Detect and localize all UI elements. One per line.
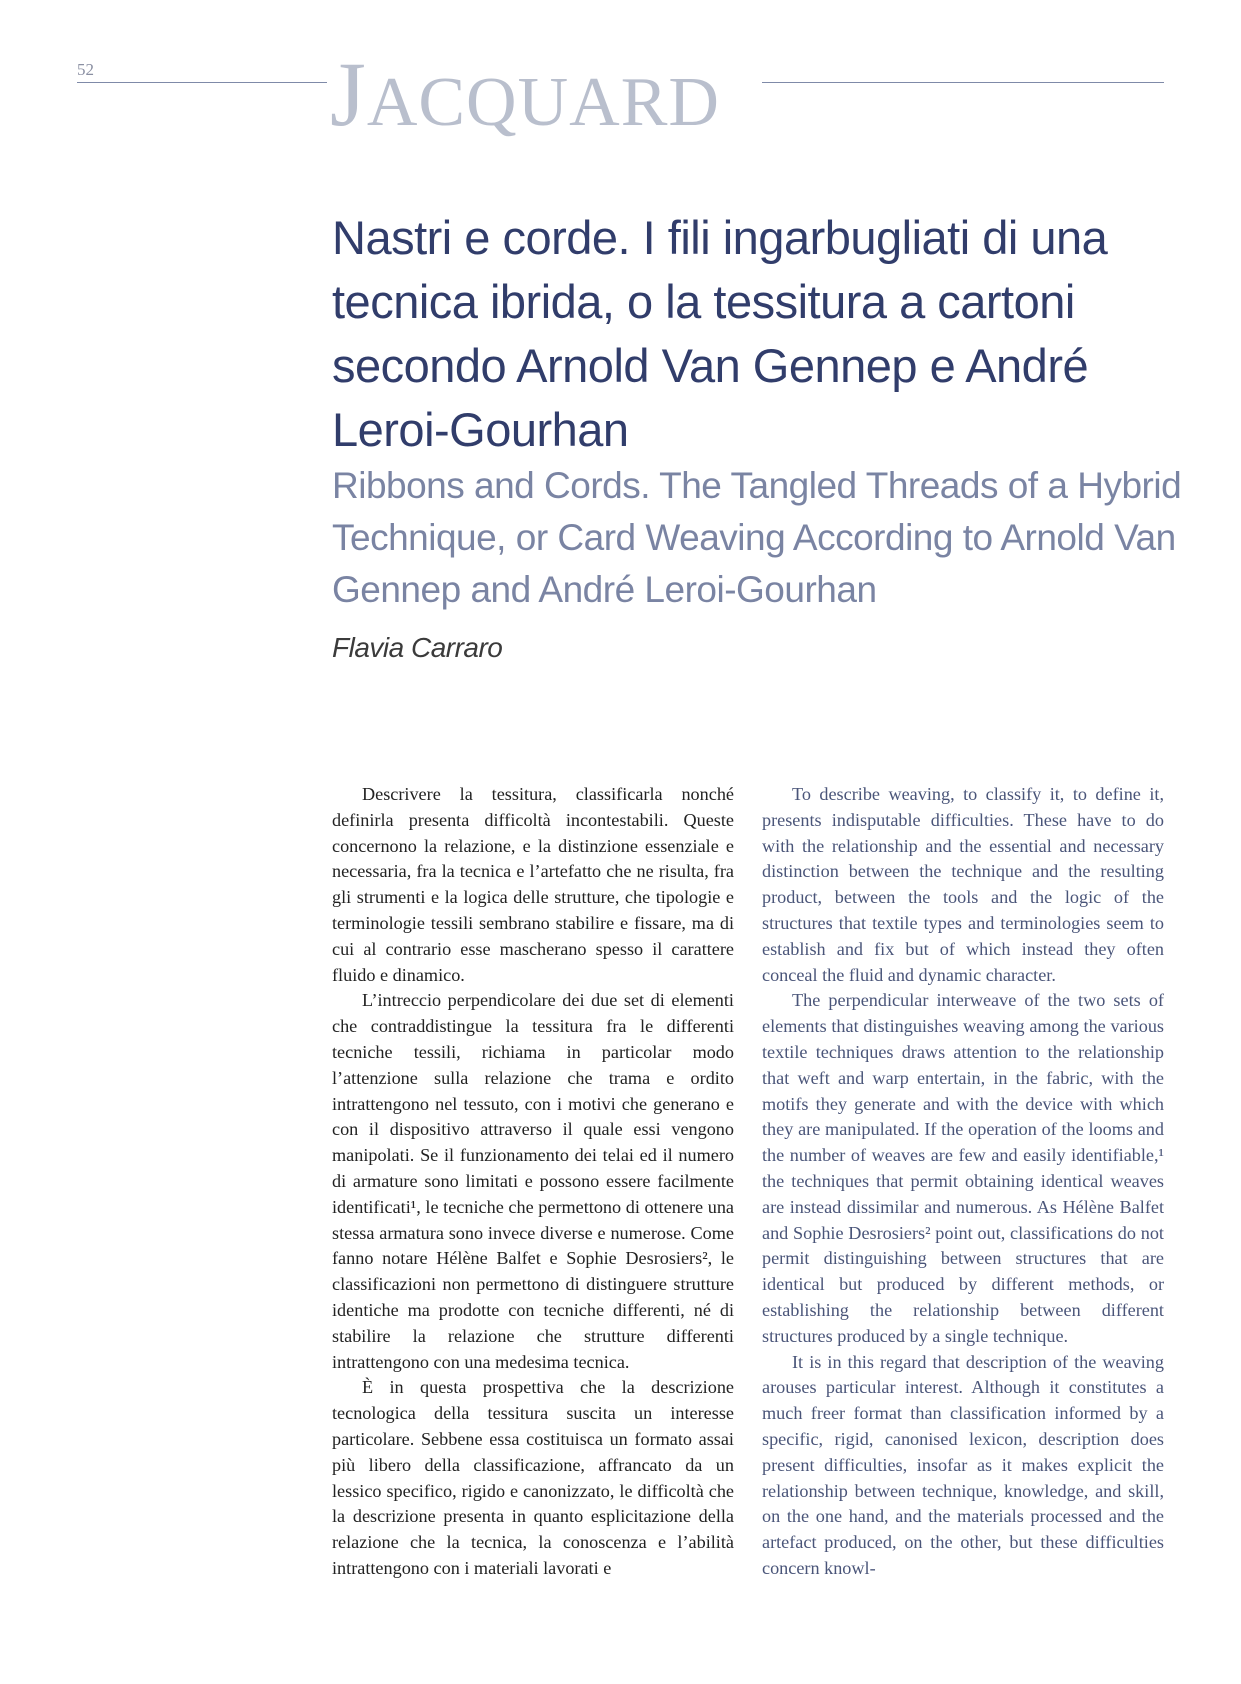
paragraph: It is in this regard that description of the weaving arouses particular interest. Although it constitutes a much freer format than classification informed by a specific, rigid, canonised lexicon, description does present difficulties, insofar as it makes explicit the relationship between technique, knowledge, and skill, on the one hand, and the materials processed and the artefact produced, on the other, but these difficulties concern knowl- [762,1351,1164,1578]
paragraph: To describe weaving, to classify it, to define it, presents indisputable difficulties. These have to do with the relationship and the essential and necessary distinction between the technique and the resulting product, between the tools and the logic of the structures that textile types and terminologies seem to establish and fix but of which instead they often conceal the fluid and dynamic character. [762,784,1164,985]
paragraph: The perpendicular interweave of the two sets of elements that distinguishes weaving among the various textile techniques draws attention to the relationship that weft and warp entertain, in the fabric, with the motifs they generate and with the device with which they are manipulated. If the operation of the looms and the number of weaves are few and easily identifiable,¹ the techniques that permit obtaining identical weaves are instead dissimilar and numerous. As Hélène Balfet and Sophie Desrosiers² point out, classifications do not permit distinguishing between structures that are identical but produced by different methods, or establishing the relationship between different structures produced by a single technique. [762,990,1164,1346]
page-number: 52 [77,60,94,79]
paragraph: L’intreccio perpendicolare dei due set di elementi che contraddistingue la tessitura fra le differenti tecniche tessili, richiama in particolar modo l’attenzione sulla relazione che trama e ordito intrattengono nel tessuto, con i motivi che generano e con il dispositivo attraverso il quale essi vengono manipolati. Se il funzionamento dei telai ed il numero di armature sono limitati e possono essere facilmente identificati¹, le tecniche che permettono di ottenere una stessa armatura sono invece diverse e numerose. Come fanno notare Hélène Balfet e Sophie Desrosiers², le classificazioni non permettono di distinguere strutture identiche ma prodotte con tecniche differenti, né di stabilire la relazione che strutture differenti intrattengono con una medesima tecnica. [332,990,734,1372]
body-column-english [762,782,1164,1582]
author-name: Flavia Carraro [332,632,503,663]
paragraph: È in questa prospettiva che la descrizione tecnologica della tessitura suscita un interesse particolare. Sebbene essa costituisca un formato assai più libero della classificazione, affrancato da un lessico specifico, rigido e canonizzato, le difficoltà che la descrizione presenta in quanto esplicitazione della relazione che la tecnica, la conoscenza e l’abilità intrattengono con i materiali lavorati e [332,1377,734,1578]
article-title-italian: Nastri e corde. I fili ingarbugliati di una tecnica ibrida, o la tessitura a cartoni secondo Arnold Van Gennep e André Leroi-Gourhan [332,211,1108,456]
body-column-italian [332,782,734,1582]
journal-title: JACQUARD [330,43,720,145]
header-rule-right [762,82,1164,83]
header-rule-left [77,82,327,83]
paragraph: Descrivere la tessitura, classificarla nonché definirla presenta difficoltà incontestabili. Queste concernono la relazione, e la distinzione essenziale e necessaria, fra la tecnica e l’artefatto che ne risulta, fra gli strumenti e la logica delle strutture, che tipologie e terminologie tessili sembrano stabilire e fissare, ma di cui al contrario esse mascherano spesso il carattere fluido e dinamico. [332,784,734,985]
article-title-english: Ribbons and Cords. The Tangled Threads of a Hybrid Technique, or Card Weaving According to Arnold Van Gennep and André Leroi-Gourhan [332,465,1182,610]
